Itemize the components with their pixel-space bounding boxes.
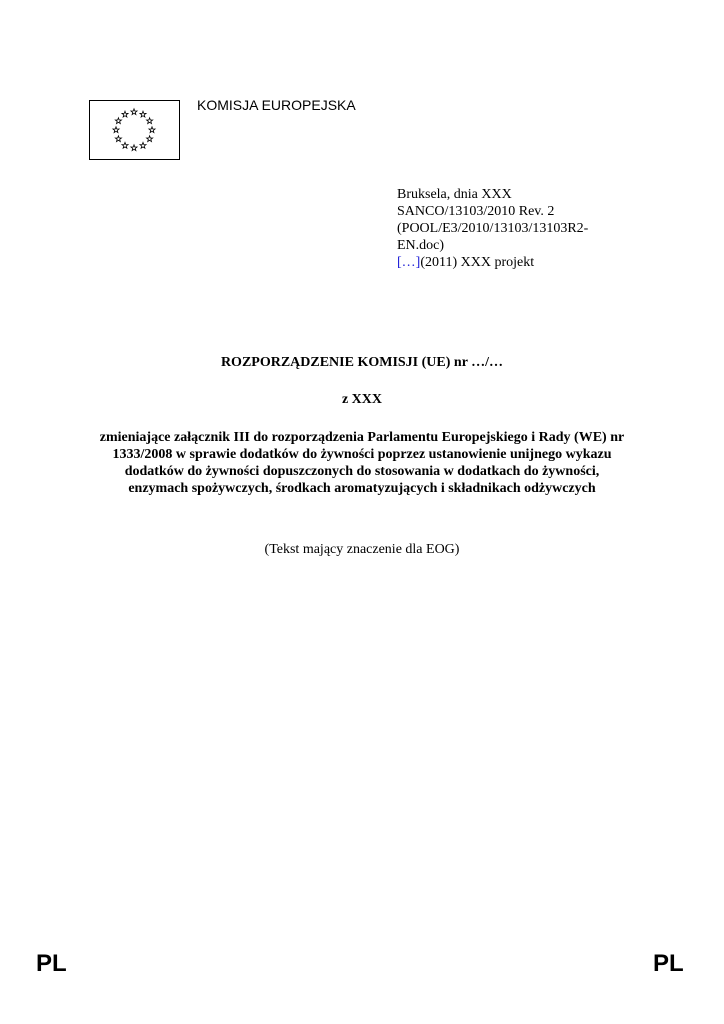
language-code-right: PL <box>653 950 684 977</box>
file-name-line1: (POOL/E3/2010/13103/13103R2- <box>397 221 589 236</box>
document-reference <box>397 254 607 271</box>
file-name-line2: EN.doc) <box>397 238 445 253</box>
star-icon <box>131 109 137 115</box>
document-title: ROZPORZĄDZENIE KOMISJI (UE) nr …/… <box>220 355 504 370</box>
subject-line: enzymach spożywczych, środkach aromatyzujących i składnikach odżywczych <box>128 481 596 496</box>
star-icon <box>122 111 128 117</box>
star-icon <box>147 118 153 124</box>
eu-stars-circle <box>90 101 179 159</box>
star-icon <box>115 136 121 142</box>
star-icon <box>113 127 119 133</box>
eu-flag-icon <box>89 100 180 160</box>
language-code-left: PL <box>36 950 67 977</box>
subject-line: 1333/2008 w sprawie dodatków do żywności poprzez ustanowienie unijnego wykazu <box>112 447 612 462</box>
subject-line: zmieniające załącznik III do rozporządzenia Parlamentu Europejskiego i Rady (WE) nr <box>99 430 625 445</box>
reference-number: SANCO/13103/2010 Rev. 2 <box>397 204 555 219</box>
eea-relevance-note: (Tekst mający znaczenie dla EOG) <box>264 542 460 557</box>
document-meta <box>397 186 607 271</box>
star-icon <box>147 136 153 142</box>
star-icon <box>140 142 146 148</box>
place-date: Bruksela, dnia XXX <box>397 187 512 202</box>
star-icon <box>115 118 121 124</box>
subject-line: dodatków do żywności dopuszczonych do stosowania w dodatkach do żywności, <box>124 464 600 479</box>
star-icon <box>140 111 146 117</box>
document-reference-link[interactable]: […] <box>397 255 421 270</box>
star-icon <box>149 127 155 133</box>
star-icon <box>131 145 137 151</box>
organization-name: KOMISJA EUROPEJSKA <box>197 97 356 113</box>
document-date: z XXX <box>341 392 383 407</box>
document-reference-text: (2011) XXX projekt <box>420 255 535 270</box>
document-subject <box>60 429 664 497</box>
star-icon <box>122 142 128 148</box>
